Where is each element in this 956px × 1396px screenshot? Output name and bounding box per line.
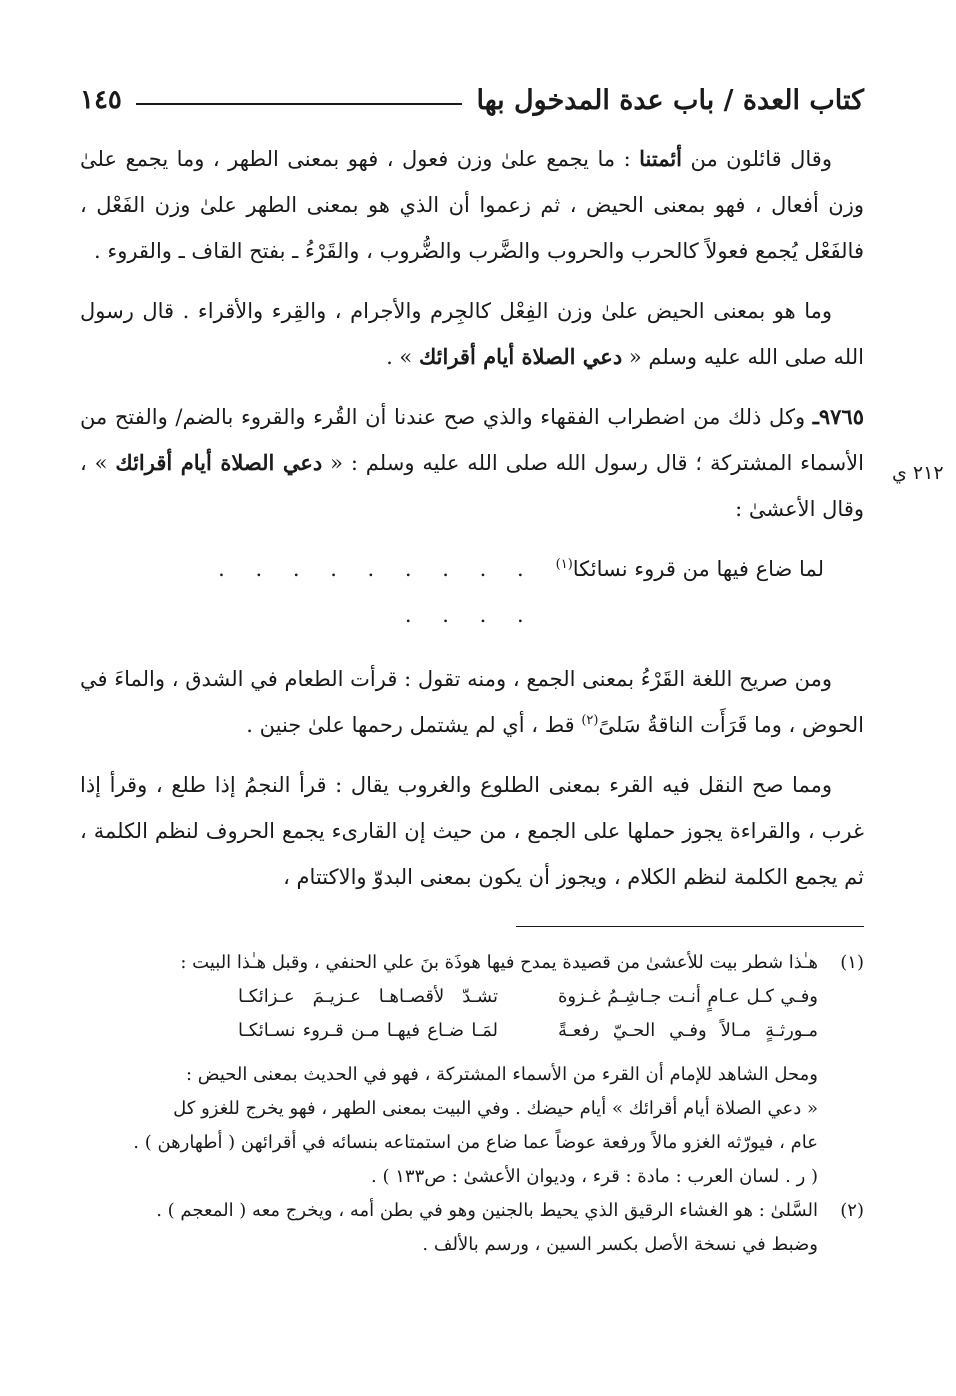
footnote-rule — [516, 926, 864, 927]
text-run: وما هو بمعنى الحيض علىٰ وزن الفِعْل كالجِرم والأجرام ، والقِرء والأقراء . قال رسول الله صلى الله عليه وسلم « — [80, 299, 864, 369]
footnote-ref-1[interactable]: (١) — [555, 557, 573, 572]
text-run: » . — [386, 345, 419, 369]
text-run: وقال قائلون من — [682, 147, 832, 171]
footnote-text: هـٰذا شطر بيت للأعشىٰ من قصيدة يمدح فيها هوذَة بنَ علي الحنفي ، وقبل هـٰذا البيت : — [180, 952, 818, 973]
footnotes — [80, 946, 864, 1262]
footnote-1 — [80, 946, 864, 980]
verse-line-2 — [80, 1014, 818, 1048]
footnote-text: « دعي الصلاة أيام أقرائك » أيام حيضك . وفي البيت بمعنى الطهر ، فهو يخرج للغزو كل — [173, 1098, 818, 1119]
text-run: : ما يجمع علىٰ وزن فعول ، فهو بمعنى الطهر ، وما يجمع علىٰ وزن أفعال ، فهو بمعنى الحيض ، ثم زعموا أن الذي هو بمعنى الطهر علىٰ وزن الفَعْل ، فالفَعْل يُجمع فعولاً كالحرب والحروب والضَّرب والضُّروب ، والقَرْءُ ـ بفتح القاف ـ والقروء . — [80, 147, 864, 263]
hemistich: تشـدّ لأقصـاهـا عـزيـمَ عـزائكـا — [238, 986, 498, 1007]
poem-ellipsis: . . . . . . . . . . . . . — [218, 557, 536, 627]
hadith-quote: دعي الصلاة أيام أقرائك — [418, 344, 623, 369]
paragraph-4 — [80, 656, 864, 748]
bold-term: أئمتنا — [639, 146, 683, 171]
footnote-number: (٢) — [840, 1200, 864, 1221]
hemistich: لمَـا ضـاع فيهـا مـن قـروء نسـائكـا — [238, 1020, 498, 1041]
paragraph-3 — [80, 394, 864, 532]
hemistich: مـورثـةٍ مـالاً وفـي الحـيّ رفعـةً — [558, 1020, 818, 1041]
paragraph-number: ٩٧٦٥ـ — [812, 404, 864, 429]
hemistich: وفـي كـل عـامٍ أنـت جـاشِـمُ غـزوة — [558, 986, 818, 1007]
running-header — [80, 80, 864, 120]
verse-line-1 — [80, 980, 818, 1014]
paragraph-1 — [80, 136, 864, 274]
text-run: وكل ذلك من اضطراب الفقهاء والذي صح عندنا أن القُرء والقروء بالضم/ والفتح من الأسماء المشتركة ؛ قال رسول الله صلى الله عليه وسلم : « — [80, 405, 864, 475]
paragraph-2 — [80, 288, 864, 380]
footnote-text: السَّلىٰ : هو الغشاء الرقيق الذي يحيط بالجنين وهو في بطن أمه ، ويخرج معه ( المعجم ) . — [156, 1200, 818, 1221]
text-run: قط ، أي لم يشتمل رحمها علىٰ جنين . — [246, 713, 582, 737]
footnote-number: (١) — [840, 952, 864, 973]
footnote-text: ومحل الشاهد للإمام أن القرء من الأسماء المشتركة ، فهو في الحديث بمعنى الحيض : — [186, 1064, 818, 1085]
main-text — [80, 136, 864, 914]
header-title: كتاب العدة / باب عدة المدخول بها — [476, 84, 864, 116]
paragraph-5 — [80, 762, 864, 900]
footnote-text: ( ر . لسان العرب : مادة : قرء ، وديوان الأعشىٰ : ص١٣٣ ) . — [371, 1166, 818, 1187]
header-rule — [136, 103, 463, 105]
verse-block — [80, 980, 864, 1048]
poem-hemistich: لما ضاع فيها من قروء نسائكا$^{(١)}$ — [555, 557, 824, 581]
margin-note: ٢١٢ ي — [892, 462, 944, 484]
footnote-text: وضبط في نسخة الأصل بكسر السين ، ورسم بالألف . — [422, 1234, 818, 1255]
text-run: ومما صح النقل فيه القرء بمعنى الطلوع والغروب يقال : قرأ النجمُ إذا طلع ، وقرأ إذا غرب ، والقراءة يجوز حملها على الجمع ، من حيث إن القارىء يجمع الحروف لنظم الكلمة ، ثم يجمع الكلمة لنظم الكلام ، ويجوز أن يكون بمعنى البدوّ والاكتتام ، — [80, 773, 864, 889]
hadith-quote: دعي الصلاة أيام أقرائك — [115, 450, 323, 475]
poem-verse — [80, 546, 864, 638]
text-run: » ، وقال الأعشىٰ : — [80, 451, 864, 521]
footnote-2 — [80, 1194, 864, 1228]
footnote-text: عام ، فيورّثه الغزو مالاً ورفعة عوضاً عما ضاع من استمتاعه بنسائه في أقرائهن ( أطهارهن ) . — [133, 1132, 818, 1153]
page-number: ١٤٥ — [80, 85, 122, 115]
text-run: ومن صريح اللغة القَرْءُ بمعنى الجمع ، ومنه تقول : قرأت الطعام في الشدق ، والماءَ في الحوض ، وما قَرَأَت الناقةُ سَلىً — [80, 667, 864, 737]
footnote-ref-2[interactable]: (٢) — [581, 713, 599, 728]
